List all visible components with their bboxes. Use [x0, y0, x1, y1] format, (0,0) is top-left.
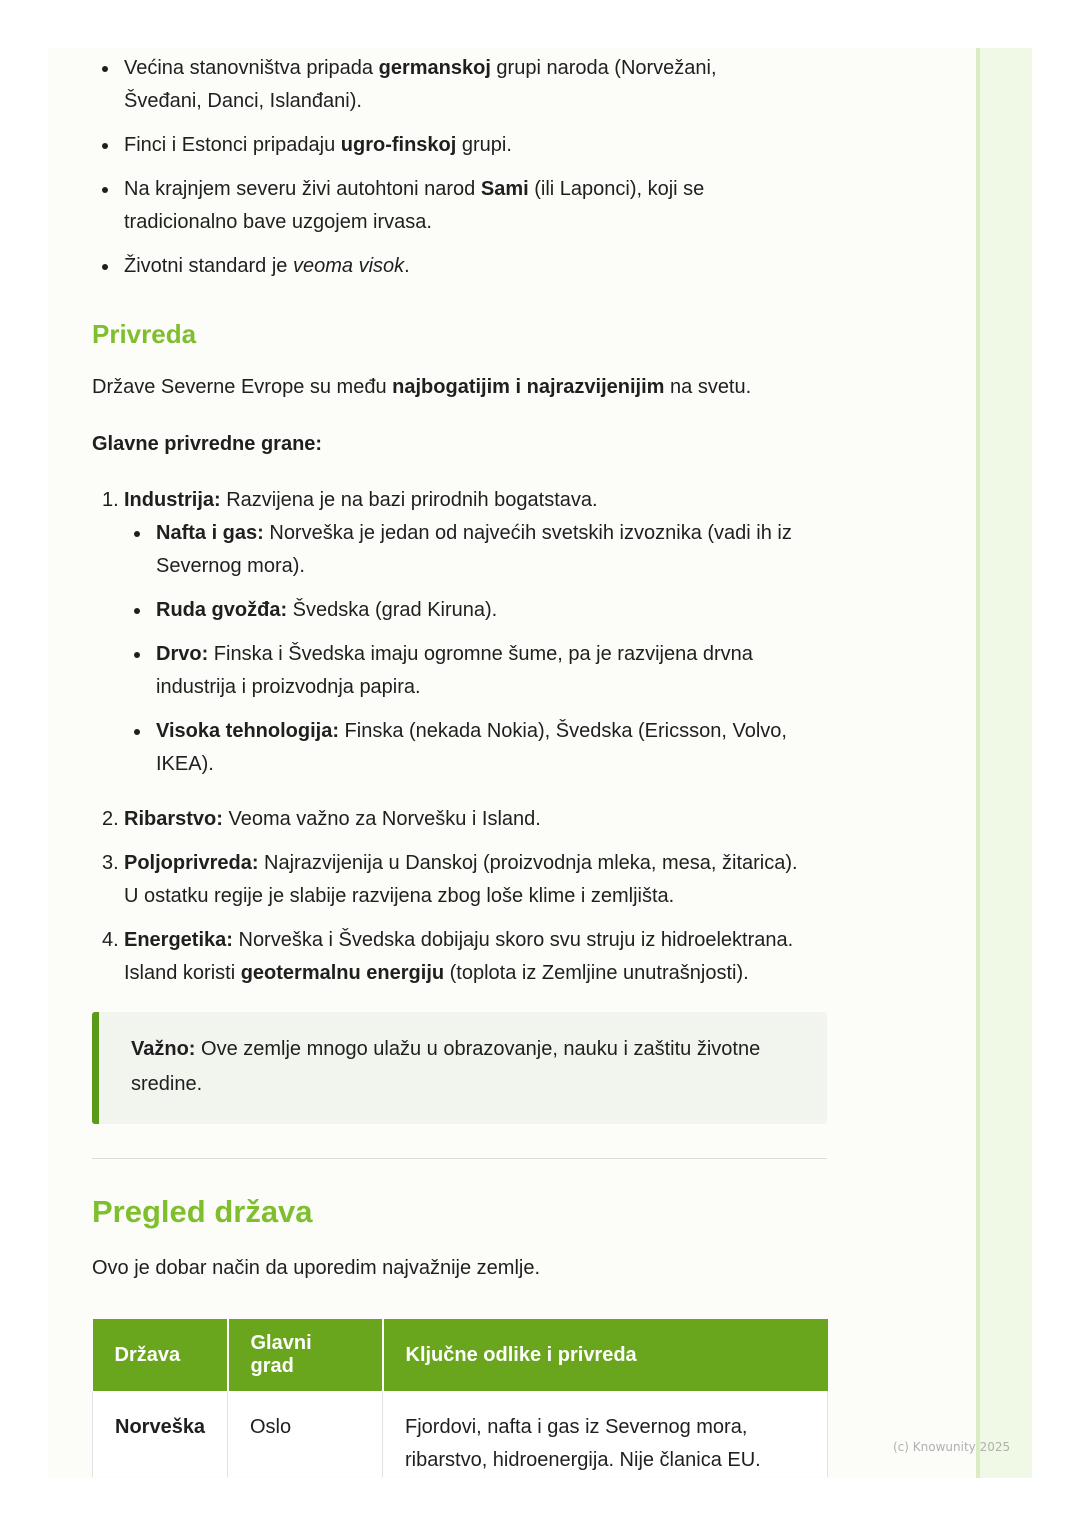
- population-list: [92, 52, 832, 283]
- callout-text: Važno: Ove zemlje mnogo ulažu u obrazovanje, nauku i zaštitu životne sredine.: [131, 1038, 761, 1095]
- column-header-country: Država: [93, 1319, 228, 1391]
- table-header-row: [93, 1319, 828, 1391]
- list-item: Drvo: Finska i Švedska imaju ogromne šume, pa je razvijena drvna industrija i proizvodnja papira.: [124, 638, 837, 704]
- list-item-industrija: 1. Industrija: Razvijena je na bazi prirodnih bogatstava. Nafta i gas: Norveška je jedan od najvećih svetskih izvoznika (vadi ih iz Severnog mora). Ruda gvožđa: Švedska (grad Kiruna). Drvo: Finska i Švedska imaju ogromne šume, pa je razvijena drvna industrija i proizvodnja papira. Visoka tehnologija: Finska (nekada Nokia), Švedska (Ericsson, Volvo, IKEA).: [92, 484, 837, 781]
- important-callout: [92, 1012, 827, 1124]
- watermark: (c) Knowunity 2025: [893, 1440, 1011, 1454]
- section-divider: [92, 1158, 827, 1159]
- industry-sublist: [124, 517, 837, 781]
- table-cell-capital: Oslo: [228, 1391, 383, 1477]
- list-item-energetika: 4. Energetika: Norveška i Švedska dobijaju skoro svu struju iz hidroelektrana. Island koristi geotermalnu energiju (toplota iz Zemljine unutrašnjosti).: [102, 929, 794, 984]
- list-item: Životni standard je veoma visok.: [92, 250, 832, 283]
- list-item: Ruda gvožđa: Švedska (grad Kiruna).: [124, 594, 837, 627]
- column-header-features: Ključne odlike i privreda: [383, 1319, 828, 1391]
- section-heading-pregled: Pregled država: [92, 1194, 313, 1229]
- section-heading-privreda: Privreda: [92, 319, 197, 349]
- list-item: Nafta i gas: Norveška je jedan od najvećih svetskih izvoznika (vadi ih iz Severnog mora).: [124, 517, 837, 583]
- column-header-capital: Glavni grad: [228, 1319, 383, 1391]
- table-cell-features: Fjordovi, nafta i gas iz Severnog mora, ribarstvo, hidroenergija. Nije članica EU.: [383, 1391, 828, 1477]
- list-item-poljoprivreda: 3. Poljoprivreda: Najrazvijenija u Danskoj (proizvodnja mleka, mesa, žitarica). U ostatku regije je slabije razvijena zbog loše klime i zemljišta.: [102, 852, 798, 907]
- privreda-subheading: Glavne privredne grane:: [92, 433, 323, 455]
- list-item: Visoka tehnologija: Finska (nekada Nokia), Švedska (Ericsson, Volvo, IKEA).: [124, 715, 837, 781]
- table-row: [93, 1391, 828, 1477]
- document-page: [48, 48, 1032, 1478]
- list-item-ribarstvo: 2. Ribarstvo: Veoma važno za Norvešku i Island.: [102, 808, 541, 830]
- list-item: Na krajnjem severu živi autohtoni narod Sami (ili Laponci), koji se tradicionalno bave uzgojem irvasa.: [92, 173, 832, 239]
- side-panel: [976, 48, 1032, 1478]
- countries-table: [92, 1319, 828, 1477]
- list-item: Većina stanovništva pripada germanskoj grupi naroda (Norvežani, Šveđani, Danci, Islanđani).: [92, 52, 832, 118]
- table-cell-country: Norveška: [93, 1391, 228, 1477]
- privreda-list: [92, 484, 837, 990]
- list-item: Finci i Estonci pripadaju ugro-finskoj grupi.: [92, 129, 832, 162]
- pregled-intro: Ovo je dobar način da uporedim najvažnije zemlje.: [92, 1257, 541, 1279]
- privreda-intro: Države Severne Evrope su među najbogatijim i najrazvijenijim na svetu.: [92, 376, 752, 398]
